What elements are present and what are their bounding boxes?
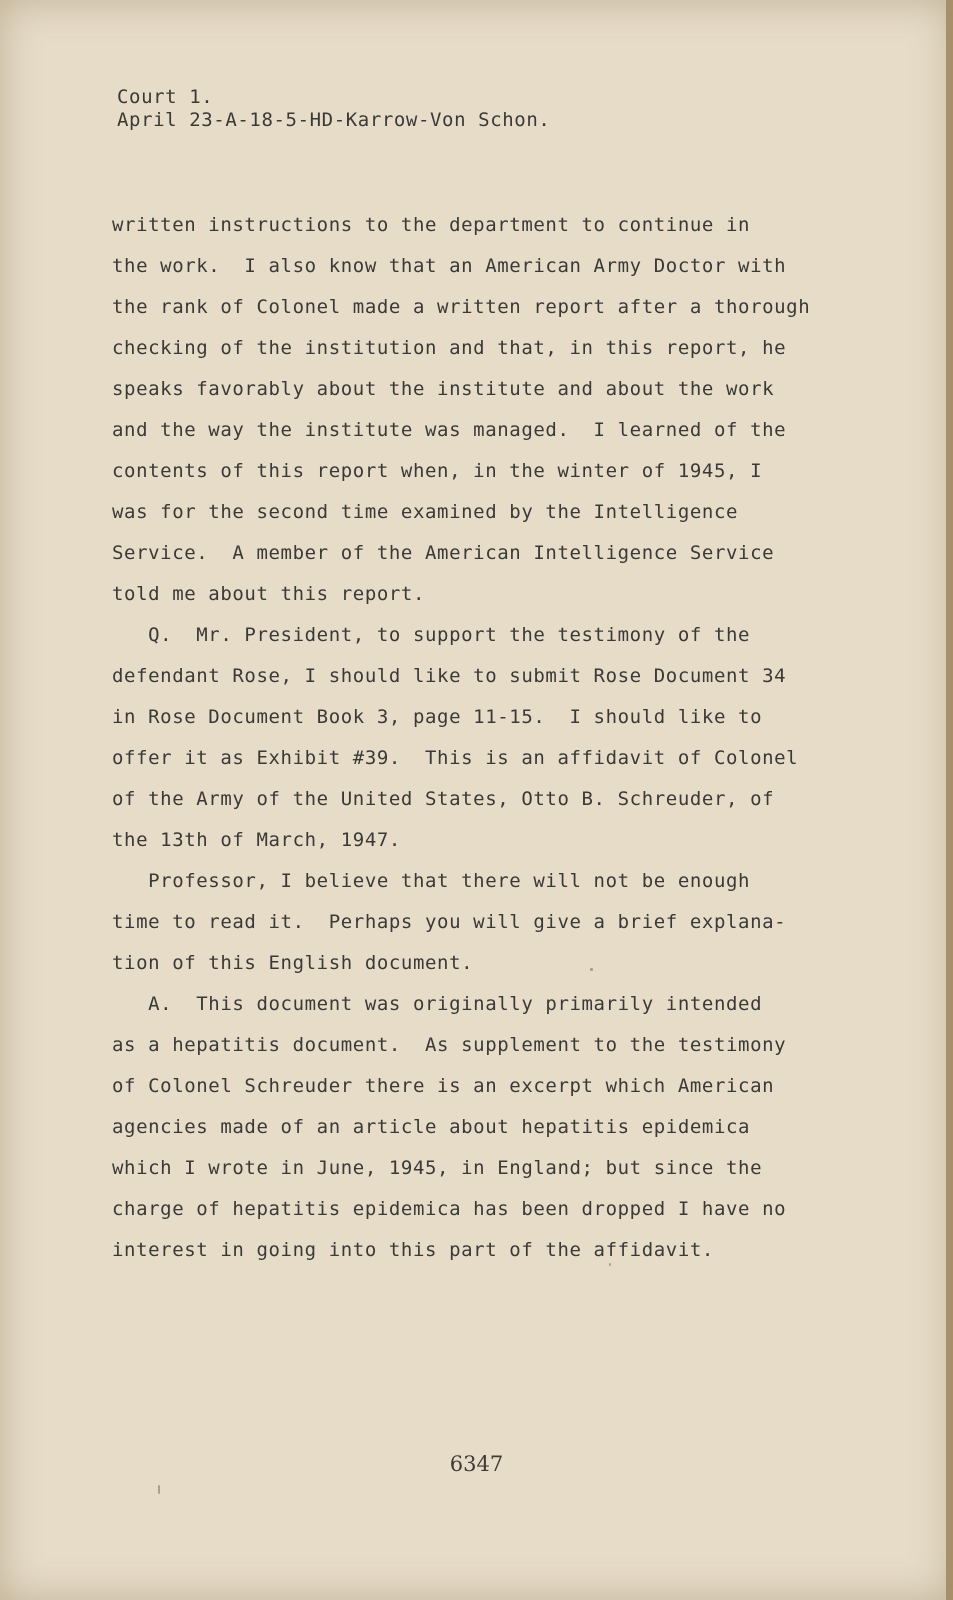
paper-speck <box>158 1485 160 1494</box>
text-line: speaks favorably about the institute and about the work <box>112 378 775 400</box>
text-line: Q. Mr. President, to support the testimony of the <box>112 624 751 646</box>
text-line: checking of the institution and that, in this report, he <box>112 337 787 359</box>
transcript-body <box>112 205 842 1271</box>
text-line: was for the second time examined by the Intelligence <box>112 501 739 523</box>
text-line: told me about this report. <box>112 583 426 605</box>
text-line: of the Army of the United States, Otto B. Schreuder, of <box>112 788 775 810</box>
text-line: written instructions to the department to continue in <box>112 214 751 236</box>
text-line: tion of this English document. <box>112 952 474 974</box>
text-line: time to read it. Perhaps you will give a brief explana- <box>112 911 787 933</box>
page-header <box>117 86 550 132</box>
text-line: interest in going into this part of the affidavit. <box>112 1239 714 1261</box>
text-line: agencies made of an article about hepatitis epidemica <box>112 1116 751 1138</box>
paper-speck <box>590 968 593 971</box>
text-line: Service. A member of the American Intelligence Service <box>112 542 775 564</box>
text-line: of Colonel Schreuder there is an excerpt which American <box>112 1075 775 1097</box>
text-line: which I wrote in June, 1945, in England; but since the <box>112 1157 763 1179</box>
text-line: charge of hepatitis epidemica has been dropped I have no <box>112 1198 787 1220</box>
session-reference: April 23-A-18-5-HD-Karrow-Von Schon. <box>117 109 551 131</box>
court-label: Court 1. <box>117 86 214 108</box>
text-line: as a hepatitis document. As supplement to the testimony <box>112 1034 787 1056</box>
text-line: and the way the institute was managed. I learned of the <box>112 419 787 441</box>
text-line: defendant Rose, I should like to submit Rose Document 34 <box>112 665 787 687</box>
text-line: Professor, I believe that there will not be enough <box>112 870 751 892</box>
page-edge <box>946 0 953 1600</box>
text-line: offer it as Exhibit #39. This is an affidavit of Colonel <box>112 747 799 769</box>
paper-speck <box>609 1263 611 1266</box>
text-line: the work. I also know that an American Army Doctor with <box>112 255 787 277</box>
text-line: A. This document was originally primarily intended <box>112 993 763 1015</box>
text-line: the 13th of March, 1947. <box>112 829 401 851</box>
page-number: 6347 <box>449 1452 504 1476</box>
text-line: the rank of Colonel made a written report after a thorough <box>112 296 811 318</box>
text-line: in Rose Document Book 3, page 11-15. I should like to <box>112 706 763 728</box>
text-line: contents of this report when, in the winter of 1945, I <box>112 460 763 482</box>
